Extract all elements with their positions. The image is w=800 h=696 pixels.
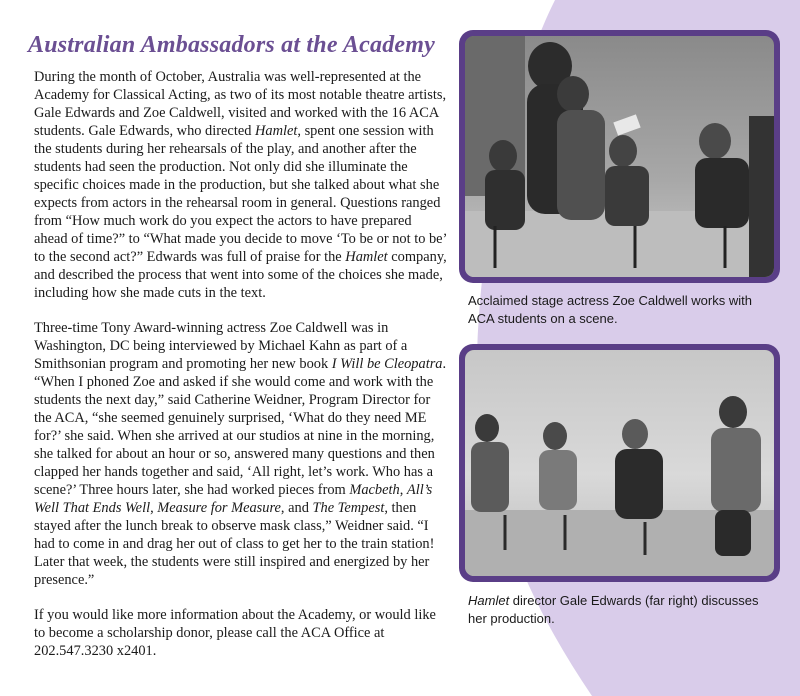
article-title: Australian Ambassadors at the Academy bbox=[28, 32, 436, 58]
photo-2-caption-title: Hamlet bbox=[468, 593, 510, 608]
paragraph-3: If you would like more information about the Academy, or would like to become a scholarship donor, please call the ACA Office at 202.547.3230 x2401. bbox=[34, 607, 436, 659]
photo-1 bbox=[465, 36, 774, 277]
paragraph-2: Three-time Tony Award-winning actress Zoe Caldwell was in Washington, DC being interviewed by Michael Kahn as part of a Smithsonian program and promoting her new book I Will be Cleopatra. “When I phoned Zoe and asked if she would come and work with the students the next day,” said Catherine Weidner, Program Director for the ACA, “she seemed genuinely surprised, ‘What do they need ME for?’ she said. When she arrived at our studios at nine in the morning, she talked for about an hour or so, answered many questions and then clapped her hands together and said, ‘All right, let’s work. Who has a scene?’ Three hours later, she had worked pieces from Macbeth, All’s Well That Ends Well, Measure for Measure, and The Tempest, then stayed after the lunch break to observe mask class,” Weidner said. “I had to come in and drag her out of class to get her to the train station! Later that week, the students were still inspired and energized by her presence.” bbox=[34, 320, 447, 588]
paragraph-1: During the month of October, Australia was well-represented at the Academy for Classical Acting, as two of its most notable theatre artists, Gale Edwards and Zoe Caldwell, visited and worked with the 16 ACA students. Gale Edwards, who directed Hamlet, spent one session with the students during her rehearsals of the play, and another after the students had seen the production. Not only did she illuminate the specific choices made in the production, but she talked about what she expects from actors in the rehearsal room in general. Questions ranged from “How much work do you expect the actors to have prepared ahead of time?” to “What made you decide to move ‘To be or not to be’ to the second act?” Edwards was full of praise for the Hamlet company, and described the process that went into some of the choices she made, including how she made cuts in the text. bbox=[34, 69, 447, 301]
article-body bbox=[34, 68, 448, 677]
photo-2-image bbox=[465, 350, 774, 576]
photo-1-image bbox=[465, 36, 774, 277]
photo-1-caption: Acclaimed stage actress Zoe Caldwell works with ACA students on a scene. bbox=[468, 293, 752, 326]
photo-2-frame bbox=[459, 344, 780, 582]
photo-2 bbox=[465, 350, 774, 576]
photo-2-caption-text: director Gale Edwards (far right) discusses her production. bbox=[468, 593, 759, 626]
photo-2-caption bbox=[468, 592, 778, 628]
photo-1-frame bbox=[459, 30, 780, 283]
